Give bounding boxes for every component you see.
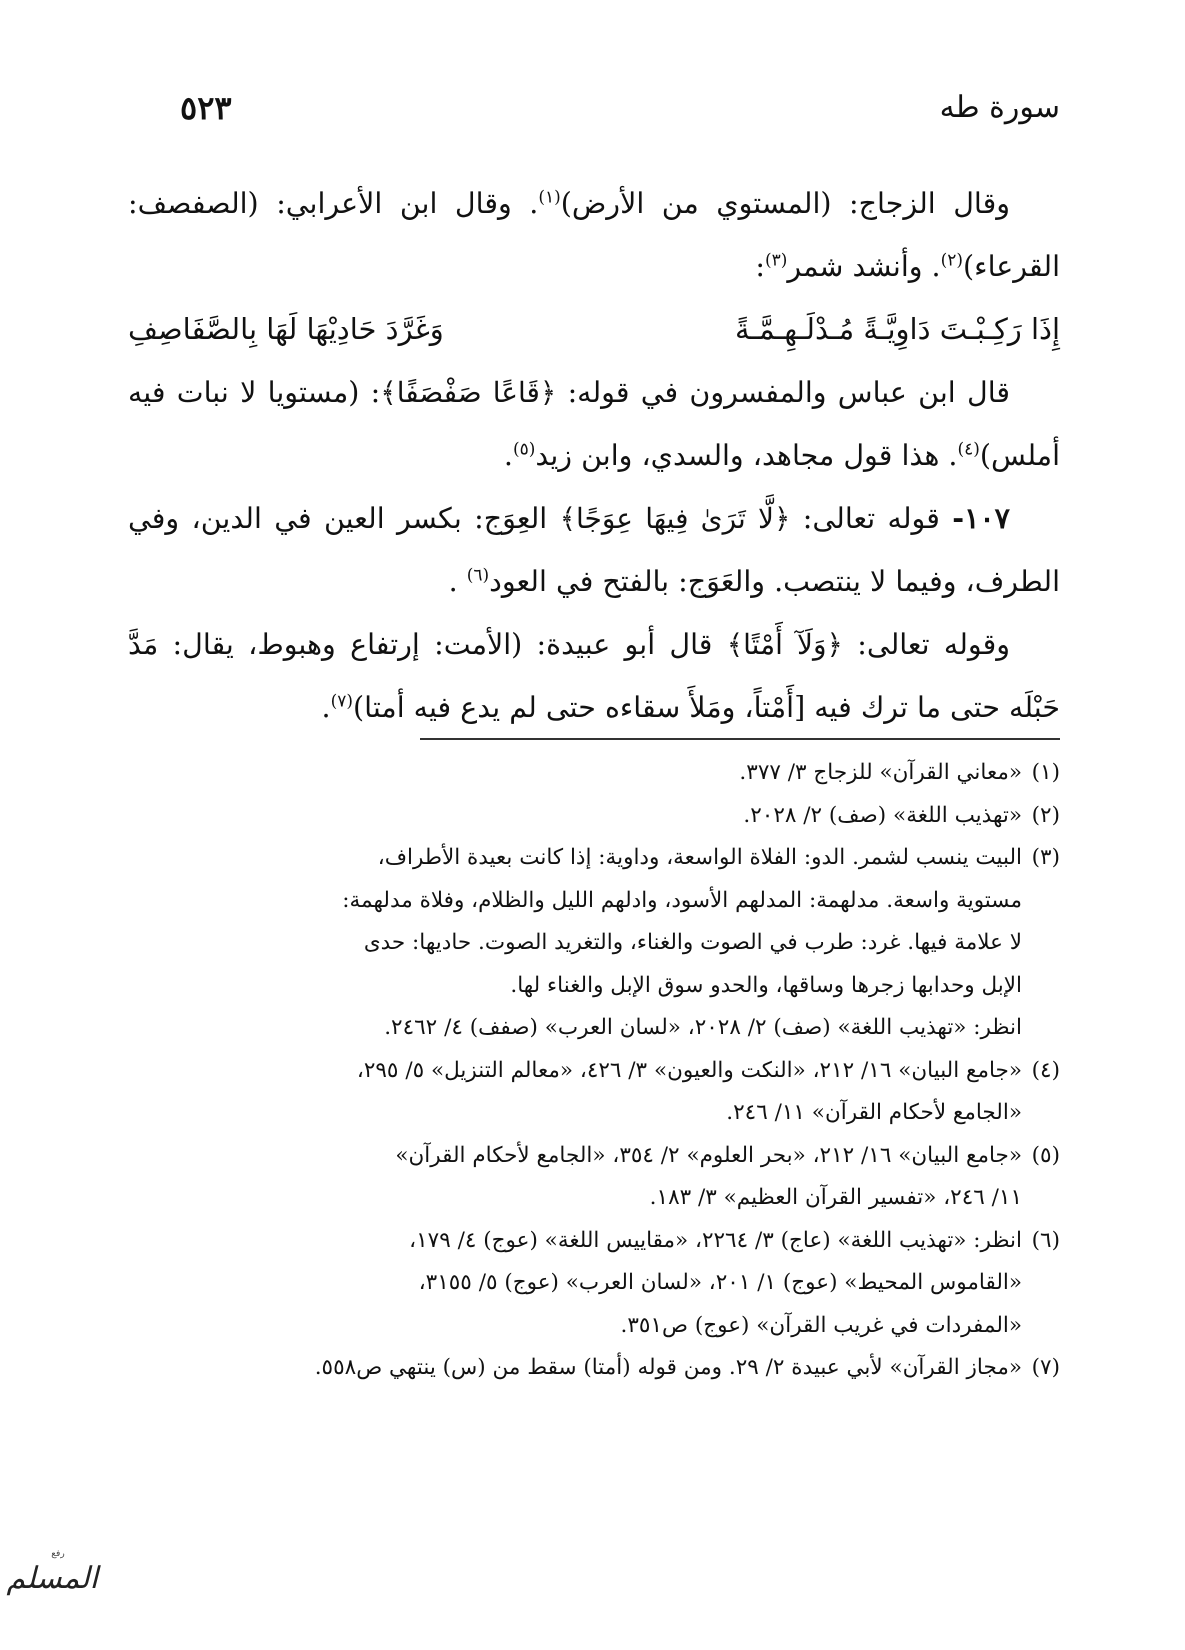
footnote-number: (١) — [1031, 760, 1060, 785]
footnote-line: انظر: «تهذيب اللغة» (صف) ٢/ ٢٠٢٨، «لسان العرب» (صفف) ٤/ ٢٤٦٢. — [384, 1015, 1022, 1040]
footnote-line: البيت ينسب لشمر. الدو: الفلاة الواسعة، وداوية: إذا كانت بعيدة الأطراف، — [377, 845, 1022, 870]
footnotes — [128, 752, 1060, 1390]
seal-subtext: رفع — [51, 1549, 65, 1559]
footnote-number: (٧) — [1031, 1355, 1060, 1380]
seal-mark: المسلم — [6, 1561, 98, 1596]
paragraph-ibn-abbas: قال ابن عباس والمفسرون في قوله: ﴿قَاعًا صَفْصَفًا﴾: (مستويا لا نبات فيه أملس)$^{(٤)}$. هذا قول مجاهد، والسدي، وابن زيد$^{(٥)}$. — [128, 376, 1060, 472]
footnote-ref-2: (٢) — [940, 250, 964, 271]
footnote-ref-1: (١) — [538, 187, 561, 208]
footnote-line: «المفردات في غريب القرآن» (عوج) ص٣٥١. — [620, 1312, 1022, 1338]
paragraph-verse-107: ١٠٧- قوله تعالى: ﴿لَّا تَرَىٰ فِيهَا عِوَجًا﴾ العِوَج: بكسر العين في الدين، وفي الطرف، وفيما لا ينتصب. والعَوَج: بالفتح في العود$^{(٦)}$ . — [128, 501, 1060, 598]
footnote-ref-6: (٦) — [466, 565, 490, 586]
library-seal-logo — [6, 1548, 98, 1610]
footnote-line: «الجامع لأحكام القرآن» ١١/ ٢٤٦. — [726, 1100, 1022, 1125]
footnote-number: (٣) — [1031, 845, 1060, 870]
footnote-5 — [128, 1135, 1060, 1220]
footnote-line: الإبل وحدابها زجرها وساقها، والحدو سوق الإبل والغناء لها. — [510, 972, 1022, 998]
footnote-ref-5: (٥) — [512, 439, 536, 460]
footnote-line: «جامع البيان» ١٦/ ٢١٢، «بحر العلوم» ٢/ ٣٥٤، «الجامع لأحكام القرآن» — [395, 1142, 1022, 1168]
quran-quote: ﴿وَلَآ أَمْتًا﴾ — [726, 628, 843, 661]
footnote-number: (٥) — [1031, 1142, 1060, 1168]
footnote-ref-3: (٣) — [764, 250, 788, 271]
paragraph-zajjaj: وقال الزجاج: (المستوي من الأرض)$^{(١)}$. وقال ابن الأعرابي: (الصفصف: القرعاء)$^{(٢)}$. وأنشد شمر$^{(٣)}$: — [128, 187, 1060, 283]
footnote-number: (٤) — [1031, 1057, 1060, 1083]
verse-number: ١٠٧- — [952, 501, 1010, 535]
page-header — [130, 88, 1060, 138]
footnote-line: مستوية واسعة. مدلهمة: المدلهم الأسود، وادلهم الليل والظلام، وفلاة مدلهمة: — [342, 887, 1022, 913]
footnote-line: ١١/ ٢٤٦، «تفسير القرآن العظيم» ٣/ ١٨٣. — [649, 1185, 1022, 1210]
footnote-line: انظر: «تهذيب اللغة» (عاج) ٣/ ٢٢٦٤، «مقاييس اللغة» (عوج) ٤/ ١٧٩، — [409, 1227, 1022, 1253]
footnote-number: (٢) — [1031, 802, 1060, 828]
footnote-number: (٦) — [1031, 1227, 1060, 1253]
footnote-ref-7: (٧) — [330, 691, 354, 712]
footnote-line: «معاني القرآن» للزجاج ٣/ ٣٧٧. — [739, 760, 1022, 785]
poetry-verse — [128, 298, 1060, 361]
running-title: سورة طه — [939, 90, 1060, 125]
footnote-3 — [128, 837, 1060, 1050]
main-text — [128, 172, 1060, 739]
footnote-6 — [128, 1220, 1060, 1348]
footnote-4 — [128, 1050, 1060, 1135]
footnote-line: لا علامة فيها. غرد: طرب في الصوت والغناء، والتغريد الصوت. حاديها: حدى — [363, 930, 1022, 955]
footnote-2 — [128, 795, 1060, 838]
quran-quote: ﴿قَاعًا صَفْصَفًا﴾ — [380, 376, 557, 409]
footnote-line: «مجاز القرآن» لأبي عبيدة ٢/ ٢٩. ومن قوله (أمتا) سقط من (س) ينتهي ص٥٥٨. — [314, 1355, 1022, 1380]
footnote-line: «تهذيب اللغة» (صف) ٢/ ٢٠٢٨. — [743, 802, 1022, 828]
footnote-line: «القاموس المحيط» (عوج) ١/ ٢٠١، «لسان العرب» (عوج) ٥/ ٣١٥٥، — [418, 1270, 1022, 1295]
verse-hemistich-second: وَغَرَّدَ حَادِيْهَا لَهَا بِالصَّفَاصِفِ — [128, 312, 444, 346]
paragraph-amt: وقوله تعالى: ﴿وَلَآ أَمْتًا﴾ قال أبو عبيدة: (الأمت: إرتفاع وهبوط، يقال: مَدَّ حَبْلَه حتى ما ترك فيه [أَمْتاً، ومَلأَ سقاءه حتى لم يدع فيه أمتا)$^{(٧)}$. — [128, 628, 1060, 724]
page-number: ٥٢٣ — [180, 89, 232, 127]
footnote-separator — [420, 738, 1060, 740]
verse-hemistich-first: إِذَا رَكِـبْـتَ دَاوِيَّـةً مُـدْلَـهِـمَّـةً — [734, 312, 1060, 346]
footnote-1 — [128, 752, 1060, 795]
footnote-ref-4: (٤) — [957, 439, 980, 460]
footnote-line: «جامع البيان» ١٦/ ٢١٢، «النكت والعيون» ٣/ ٤٢٦، «معالم التنزيل» ٥/ ٢٩٥، — [356, 1057, 1022, 1083]
quran-quote: ﴿لَّا تَرَىٰ فِيهَا عِوَجًا﴾ — [559, 502, 791, 535]
footnote-7 — [128, 1347, 1060, 1390]
